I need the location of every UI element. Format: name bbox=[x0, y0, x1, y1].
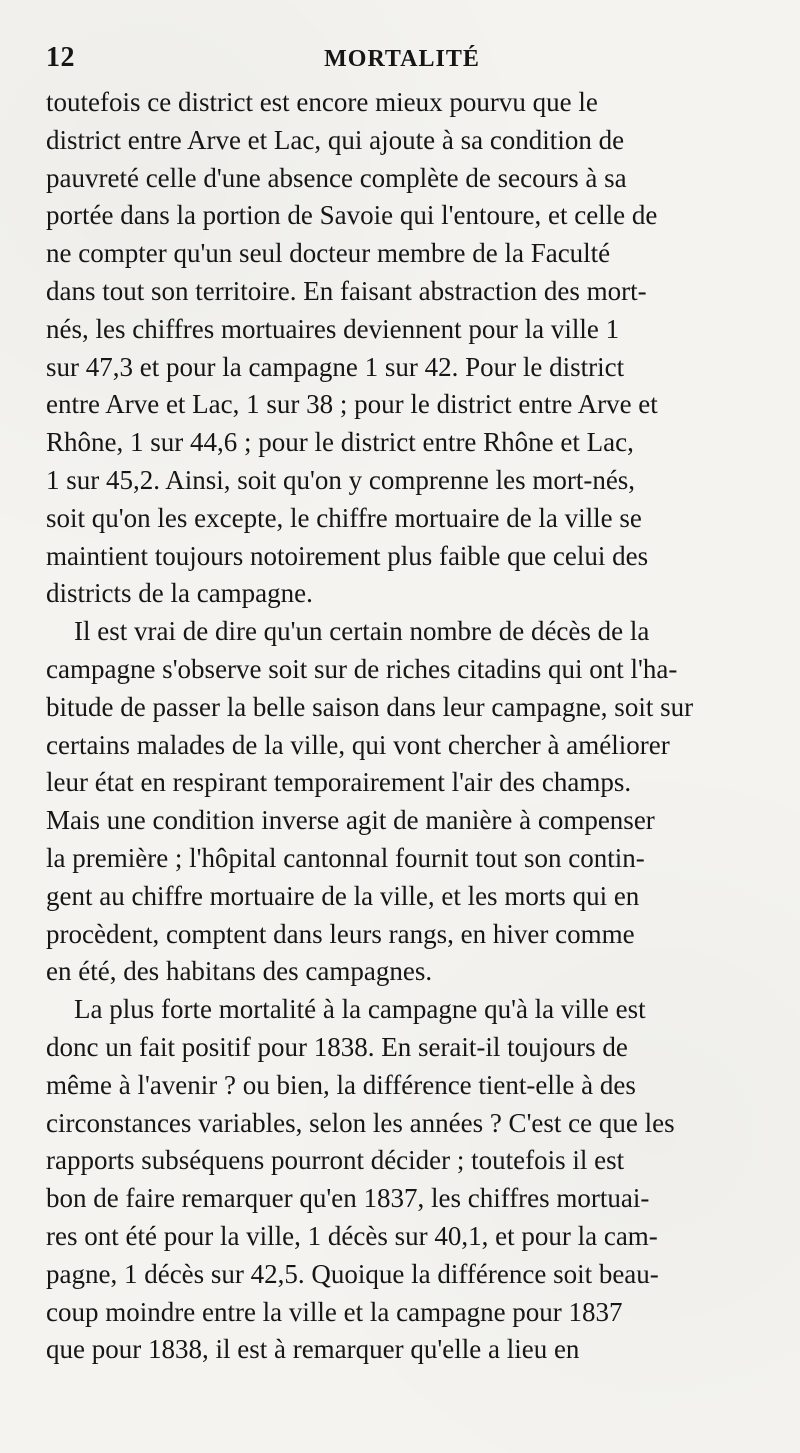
text-line: même à l'avenir ? ou bien, la différence tient-elle à des bbox=[46, 1069, 636, 1100]
text-line: entre Arve et Lac, 1 sur 38 ; pour le district entre Arve et bbox=[46, 389, 658, 420]
text-line: soit qu'on les excepte, le chiffre mortuaire de la ville se bbox=[46, 502, 642, 533]
text-line: la première ; l'hôpital cantonnal fournit tout son contin- bbox=[46, 842, 645, 873]
text-line: La plus forte mortalité à la campagne qu'à la ville est bbox=[74, 994, 646, 1025]
text-line: bon de faire remarquer qu'en 1837, les chiffres mortuai- bbox=[46, 1183, 650, 1214]
paragraph-3 bbox=[46, 991, 758, 1369]
text-line: coup moindre entre la ville et la campagne pour 1837 bbox=[46, 1296, 623, 1327]
text-line: district entre Arve et Lac, qui ajoute à sa condition de bbox=[46, 124, 625, 155]
text-line: Rhône, 1 sur 44,6 ; pour le district entre Rhône et Lac, bbox=[46, 427, 634, 458]
text-line: donc un fait positif pour 1838. En serait-il toujours de bbox=[46, 1031, 628, 1062]
text-line: circonstances variables, selon les années ? C'est ce que les bbox=[46, 1107, 675, 1138]
text-line: nés, les chiffres mortuaires deviennent pour la ville 1 bbox=[46, 313, 620, 344]
text-line: que pour 1838, il est à remarquer qu'elle a lieu en bbox=[46, 1334, 580, 1365]
page-header bbox=[46, 34, 758, 78]
text-line: bitude de passer la belle saison dans leur campagne, soit sur bbox=[46, 691, 694, 722]
text-line: maintient toujours notoirement plus faible que celui des bbox=[46, 540, 649, 571]
text-line: gent au chiffre mortuaire de la ville, et les morts qui en bbox=[46, 880, 640, 911]
text-line: Mais une condition inverse agit de manière à compenser bbox=[46, 805, 655, 836]
text-line: sur 47,3 et pour la campagne 1 sur 42. Pour le district bbox=[46, 351, 625, 382]
text-line: 1 sur 45,2. Ainsi, soit qu'on y comprenne les mort-nés, bbox=[46, 464, 636, 495]
paragraph-1 bbox=[46, 84, 758, 613]
paragraph-2 bbox=[46, 613, 758, 991]
text-line: dans tout son territoire. En faisant abstraction des mort- bbox=[46, 275, 647, 306]
text-line: toutefois ce district est encore mieux pourvu que le bbox=[46, 87, 598, 117]
body-text bbox=[46, 84, 758, 1369]
text-line: campagne s'observe soit sur de riches citadins qui ont l'ha- bbox=[46, 653, 678, 684]
text-line: Il est vrai de dire qu'un certain nombre de décès de la bbox=[74, 616, 650, 647]
text-line: procèdent, comptent dans leurs rangs, en hiver comme bbox=[46, 918, 635, 949]
page-number: 12 bbox=[46, 42, 75, 73]
text-line: portée dans la portion de Savoie qui l'entoure, et celle de bbox=[46, 200, 658, 231]
text-line: leur état en respirant temporairement l'air des champs. bbox=[46, 767, 632, 798]
text-line: res ont été pour la ville, 1 décès sur 40,1, et pour la cam- bbox=[46, 1220, 658, 1251]
text-line: certains malades de la ville, qui vont chercher à améliorer bbox=[46, 729, 670, 760]
text-line: pauvreté celle d'une absence complète de secours à sa bbox=[46, 162, 627, 193]
text-line: pagne, 1 décès sur 42,5. Quoique la différence soit beau- bbox=[46, 1258, 659, 1289]
text-line: districts de la campagne. bbox=[46, 578, 313, 609]
text-line: rapports subséquens pourront décider ; toutefois il est bbox=[46, 1145, 625, 1176]
running-head: MORTALITÉ bbox=[324, 46, 480, 72]
text-line: en été, des habitans des campagnes. bbox=[46, 956, 433, 987]
text-line: ne compter qu'un seul docteur membre de la Faculté bbox=[46, 238, 611, 269]
